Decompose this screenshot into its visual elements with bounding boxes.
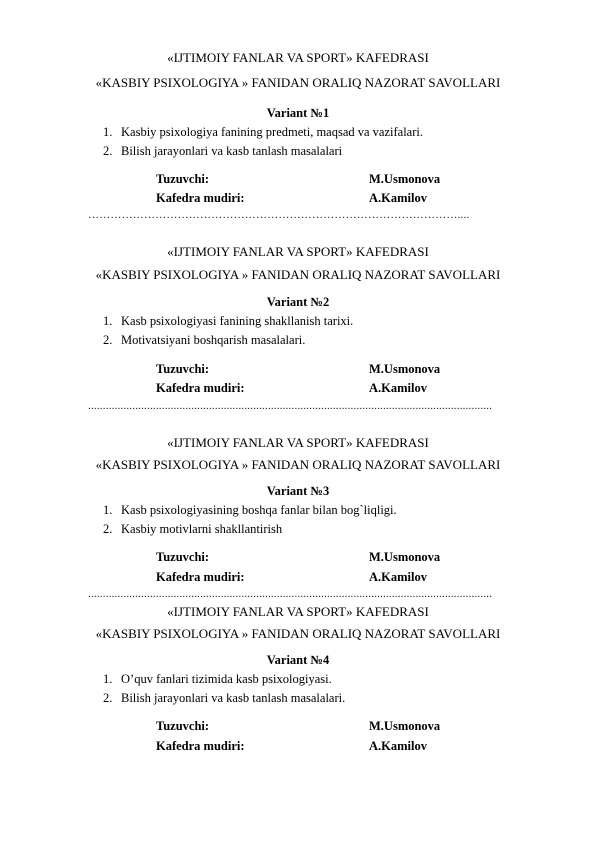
question-2 bbox=[103, 690, 345, 706]
question-text: Kasb psixologiyasi fanining shakllanish tarixi. bbox=[121, 314, 354, 328]
author-name: M.Usmonova bbox=[369, 362, 441, 376]
question-number: 1. bbox=[103, 125, 113, 139]
question-number: 2. bbox=[103, 144, 113, 158]
author-label: Tuzuvchi: bbox=[156, 362, 210, 376]
author-label: Tuzuvchi: bbox=[156, 172, 210, 186]
question-1 bbox=[103, 671, 332, 687]
question-number: 2. bbox=[103, 522, 113, 536]
department-header: «IJTIMOIY FANLAR VA SPORT» KAFEDRASI bbox=[167, 50, 429, 65]
author-name: M.Usmonova bbox=[369, 172, 441, 186]
question-text: Motivatsiyani boshqarish masalalari. bbox=[121, 333, 306, 347]
question-2 bbox=[103, 143, 342, 159]
head-label: Kafedra mudiri: bbox=[156, 381, 245, 395]
head-name: A.Kamilov bbox=[369, 381, 427, 395]
question-number: 1. bbox=[103, 503, 113, 517]
question-1 bbox=[103, 124, 423, 140]
department-header: «IJTIMOIY FANLAR VA SPORT» KAFEDRASI bbox=[167, 604, 429, 619]
variant-title: Variant №2 bbox=[266, 295, 330, 309]
question-text: Kasbiy motivlarni shakllantirish bbox=[121, 522, 283, 536]
question-text: O’quv fanlari tizimida kasb psixologiyasi. bbox=[121, 672, 332, 686]
subject-header: «KASBIY PSIXOLOGIYA » FANIDAN ORALIQ NAZORAT SAVOLLARI bbox=[95, 626, 501, 641]
variant-title: Variant №3 bbox=[266, 484, 330, 498]
question-number: 2. bbox=[103, 333, 113, 347]
subject-header: «KASBIY PSIXOLOGIYA » FANIDAN ORALIQ NAZORAT SAVOLLARI bbox=[95, 267, 501, 282]
head-name: A.Kamilov bbox=[369, 191, 427, 205]
separator-line: ......................................................................................................................................... bbox=[88, 588, 493, 600]
question-2 bbox=[103, 332, 305, 348]
head-label: Kafedra mudiri: bbox=[156, 191, 245, 205]
head-name: A.Kamilov bbox=[369, 739, 427, 753]
question-1 bbox=[103, 313, 353, 329]
question-2 bbox=[103, 521, 282, 537]
author-label: Tuzuvchi: bbox=[156, 550, 210, 564]
author-name: M.Usmonova bbox=[369, 550, 441, 564]
head-label: Kafedra mudiri: bbox=[156, 570, 245, 584]
author-label: Tuzuvchi: bbox=[156, 719, 210, 733]
subject-header: «KASBIY PSIXOLOGIYA » FANIDAN ORALIQ NAZORAT SAVOLLARI bbox=[95, 457, 501, 472]
question-text: Kasb psixologiyasining boshqa fanlar bilan bog`liqligi. bbox=[121, 503, 397, 517]
question-number: 1. bbox=[103, 672, 113, 686]
separator-line: ......................................................................................................................................... bbox=[88, 400, 493, 412]
question-1 bbox=[103, 502, 397, 518]
separator-line: ……………………………………………………………………………………….... bbox=[88, 209, 470, 221]
question-number: 2. bbox=[103, 691, 113, 705]
department-header: «IJTIMOIY FANLAR VA SPORT» KAFEDRASI bbox=[167, 435, 429, 450]
question-text: Kasbiy psixologiya fanining predmeti, maqsad va vazifalari. bbox=[121, 125, 423, 139]
question-text: Bilish jarayonlari va kasb tanlash masalalari bbox=[121, 144, 343, 158]
department-header: «IJTIMOIY FANLAR VA SPORT» KAFEDRASI bbox=[167, 244, 429, 259]
variant-title: Variant №4 bbox=[266, 653, 330, 667]
question-text: Bilish jarayonlari va kasb tanlash masalalari. bbox=[121, 691, 346, 705]
variant-title: Variant №1 bbox=[266, 106, 330, 120]
subject-header: «KASBIY PSIXOLOGIYA » FANIDAN ORALIQ NAZORAT SAVOLLARI bbox=[95, 75, 501, 90]
question-number: 1. bbox=[103, 314, 113, 328]
author-name: M.Usmonova bbox=[369, 719, 441, 733]
head-name: A.Kamilov bbox=[369, 570, 427, 584]
head-label: Kafedra mudiri: bbox=[156, 739, 245, 753]
